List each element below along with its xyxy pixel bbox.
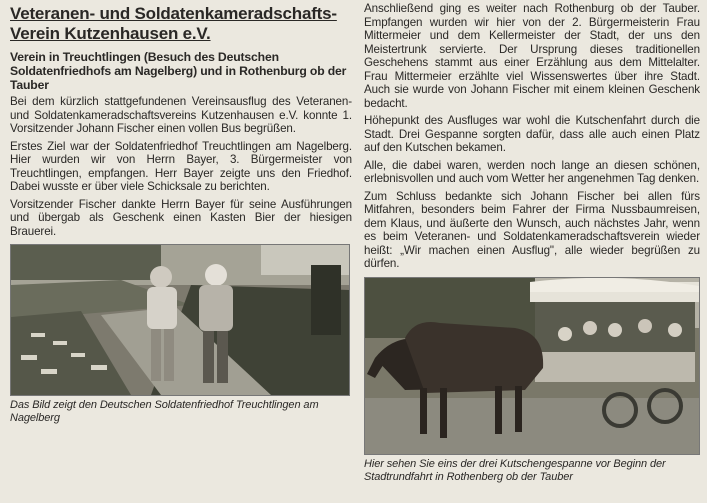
article-subtitle: Verein in Treuchtlingen (Besuch des Deutschen Soldatenfriedhofs am Nagelberg) und in Rothenburg ob der Tauber	[10, 50, 347, 92]
paragraph: Bei dem kürzlich stattgefundenen Vereinsausflug des Veteranen- und Soldatenkameradschaftsvereins Kutzenhausen e.V. konnte 1. Vorsitzender Johann Fischer einen vollen Bus begrüßen.	[10, 95, 352, 135]
left-column	[10, 4, 352, 425]
cemetery-photo-illustration	[11, 245, 349, 395]
paragraph: Alle, die dabei waren, werden noch lange an diesen schönen, erlebnisvollen und auch vom Wetter her angenehmen Tag denken.	[364, 158, 700, 185]
article-title-line-1: Veteranen- und Soldatenkameradschafts-	[10, 4, 337, 23]
photo-caption-cemetery: Das Bild zeigt den Deutschen Soldatenfriedhof Treuchtlingen am Nagelberg	[10, 399, 319, 424]
paragraph: Vorsitzender Fischer dankte Herrn Bayer für seine Ausführungen und übergab als Geschenk einen Kasten Bier der hiesigen Brauerei.	[10, 197, 352, 238]
article-title-line-2: Verein Kutzenhausen e.V.	[10, 24, 211, 43]
paragraph: Erstes Ziel war der Soldatenfriedhof Treuchtlingen am Nagelberg. Hier wurden wir von Herrn Bayer, 3. Bürgermeister von Treuchtlingen, empfangen. Herr Bayer zeigte uns den Friedhof. Dabei wusste er über viele Schicksale zu berichten.	[10, 139, 352, 193]
paragraph: Zum Schluss bedankte sich Johann Fischer bei allen fürs Mitfahren, besonders beim Fahrer der Firma Nussbaumreisen, dem Klaus, und äußerte den Wunsch, auch nächstes Jahr, wenn es beim Veteranen- und Soldatenkameradschaftsverein wieder heißt: „Wir machen einen Ausflug", alle wieder begrüßen zu dürfen.	[364, 189, 700, 270]
carriage-photo-illustration	[365, 278, 699, 454]
paragraph: Höhepunkt des Ausfluges war wohl die Kutschenfahrt durch die Stadt. Drei Gespanne sorgten dafür, dass alle auch einen Platz auf den Kutschen bekamen.	[364, 114, 700, 154]
article-title	[10, 4, 352, 44]
photo-carriage	[364, 277, 700, 455]
right-column	[364, 0, 700, 484]
paragraph: Anschließend ging es weiter nach Rothenburg ob der Tauber. Empfangen wurden wir hier von der 2. Bürgermeisterin Frau Mittermeier und dem Kellermeister der Stadt, der uns den Meistertrunk servierte. Der Ursprung dieses traditionellen Geschehens stammt aus einer Erzählung aus dem Mittelalter. Frau Mittermeier erzählte viel Wissenswertes über ihre Stadt. Auch sie wurde von Johann Fischer mit einem kleinen Geschenk bedacht.	[364, 2, 700, 110]
photo-caption-carriage: Hier sehen Sie eins der drei Kutschengespanne vor Beginn der Stadtrundfahrt in Rothenberg ob der Tauber	[364, 457, 666, 483]
photo-cemetery	[10, 244, 350, 396]
